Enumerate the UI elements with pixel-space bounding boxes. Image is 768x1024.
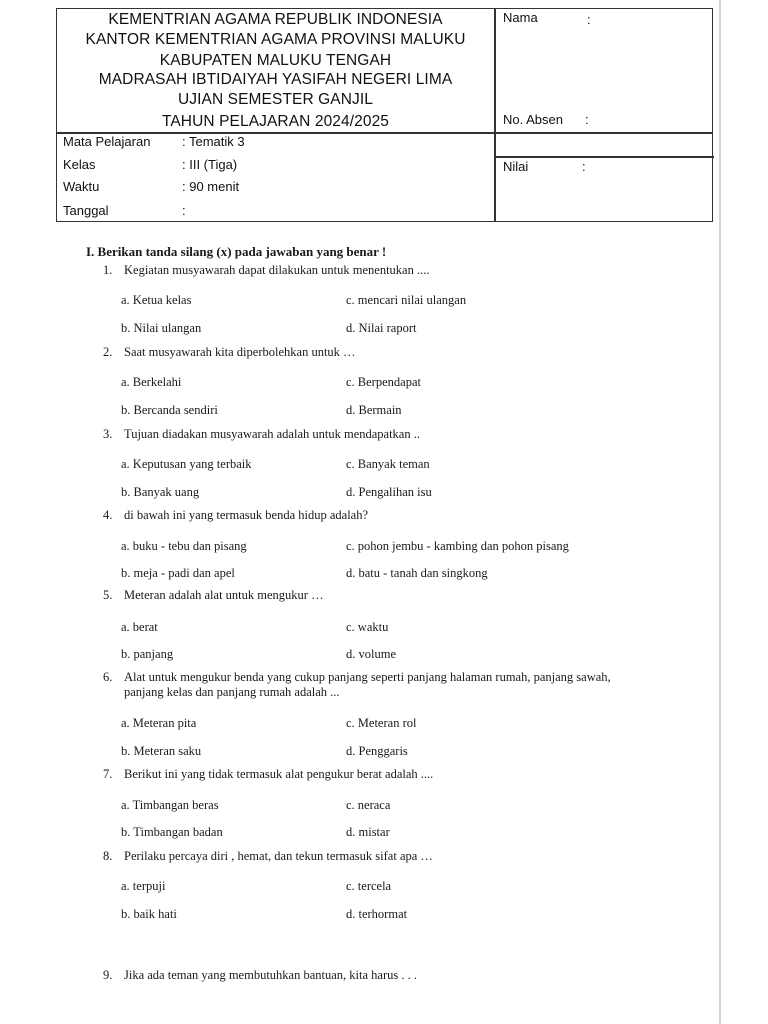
option-b[interactable]: b. Meteran saku bbox=[121, 744, 202, 758]
nama-label: Nama bbox=[503, 10, 538, 25]
question-number: 9. bbox=[103, 968, 113, 982]
field-value-mapel: : Tematik 3 bbox=[182, 134, 245, 149]
option-c[interactable]: c. neraca bbox=[346, 798, 391, 812]
exam-header-box bbox=[56, 8, 713, 222]
question-text: panjang kelas dan panjang rumah adalah ... bbox=[124, 685, 340, 699]
option-b[interactable]: b. meja - padi dan apel bbox=[121, 566, 235, 580]
option-b[interactable]: b. Banyak uang bbox=[121, 485, 200, 499]
section-instruction: I. Berikan tanda silang (x) pada jawaban yang benar ! bbox=[86, 244, 387, 259]
option-a[interactable]: a. berat bbox=[121, 620, 158, 634]
option-d[interactable]: d. Nilai raport bbox=[346, 321, 417, 335]
header-divider-vertical bbox=[494, 9, 496, 221]
question-text: Meteran adalah alat untuk mengukur … bbox=[124, 588, 324, 602]
option-b[interactable]: b. panjang bbox=[121, 647, 174, 661]
option-c[interactable]: c. pohon jembu - kambing dan pohon pisang bbox=[346, 539, 569, 553]
header-line-3: KABUPATEN MALUKU TENGAH bbox=[159, 52, 392, 69]
option-c[interactable]: c. Banyak teman bbox=[346, 457, 430, 471]
field-label-waktu: Waktu bbox=[63, 179, 100, 194]
question-number: 4. bbox=[103, 508, 113, 522]
question-text: Perilaku percaya diri , hemat, dan tekun termasuk sifat apa … bbox=[124, 849, 433, 863]
nama-colon: : bbox=[587, 12, 591, 27]
option-d[interactable]: d. Penggaris bbox=[346, 744, 408, 758]
option-c[interactable]: c. Berpendapat bbox=[346, 375, 421, 389]
option-c[interactable]: c. mencari nilai ulangan bbox=[346, 293, 467, 307]
header-divider-nilai bbox=[494, 156, 714, 158]
option-d[interactable]: d. mistar bbox=[346, 825, 390, 839]
header-divider-horizontal bbox=[57, 132, 712, 134]
option-d[interactable]: d. Bermain bbox=[346, 403, 402, 417]
nilai-colon: : bbox=[582, 159, 586, 174]
header-line-6: TAHUN PELAJARAN 2024/2025 bbox=[161, 113, 390, 130]
option-a[interactable]: a. Ketua kelas bbox=[121, 293, 192, 307]
option-c[interactable]: c. Meteran rol bbox=[346, 716, 417, 730]
question-number: 7. bbox=[103, 767, 113, 781]
question-text: Alat untuk mengukur benda yang cukup panjang seperti panjang halaman rumah, panjang sawah, bbox=[124, 670, 611, 684]
option-d[interactable]: d. Pengalihan isu bbox=[346, 485, 432, 499]
option-c[interactable]: c. waktu bbox=[346, 620, 389, 634]
header-line-5: UJIAN SEMESTER GANJIL bbox=[177, 91, 374, 108]
question-number: 6. bbox=[103, 670, 113, 684]
option-a[interactable]: a. terpuji bbox=[121, 879, 166, 893]
nilai-label: Nilai bbox=[503, 159, 529, 174]
question-number: 2. bbox=[103, 345, 113, 359]
header-line-2: KANTOR KEMENTRIAN AGAMA PROVINSI MALUKU bbox=[85, 31, 466, 48]
question-text: Tujuan diadakan musyawarah adalah untuk mendapatkan .. bbox=[124, 427, 420, 441]
option-b[interactable]: b. Nilai ulangan bbox=[121, 321, 202, 335]
question-text: Kegiatan musyawarah dapat dilakukan untuk menentukan .... bbox=[124, 263, 430, 277]
option-d[interactable]: d. batu - tanah dan singkong bbox=[346, 566, 488, 580]
option-a[interactable]: a. Berkelahi bbox=[121, 375, 182, 389]
question-number: 1. bbox=[103, 263, 113, 277]
question-number: 8. bbox=[103, 849, 113, 863]
field-value-waktu: : 90 menit bbox=[182, 179, 240, 194]
option-a[interactable]: a. Meteran pita bbox=[121, 716, 197, 730]
absen-label: No. Absen bbox=[503, 112, 563, 127]
field-value-tanggal: : bbox=[182, 203, 186, 218]
option-a[interactable]: a. buku - tebu dan pisang bbox=[121, 539, 247, 553]
header-line-4: MADRASAH IBTIDAIYAH YASIFAH NEGERI LIMA bbox=[98, 71, 453, 88]
question-text: Jika ada teman yang membutuhkan bantuan, kita harus . . . bbox=[124, 968, 417, 982]
field-label-tanggal: Tanggal bbox=[63, 203, 109, 218]
option-b[interactable]: b. Bercanda sendiri bbox=[121, 403, 218, 417]
option-b[interactable]: b. baik hati bbox=[121, 907, 177, 921]
question-text: di bawah ini yang termasuk benda hidup adalah? bbox=[124, 508, 369, 522]
option-a[interactable]: a. Keputusan yang terbaik bbox=[121, 457, 252, 471]
option-a[interactable]: a. Timbangan beras bbox=[121, 798, 219, 812]
absen-colon: : bbox=[585, 112, 589, 127]
option-d[interactable]: d. volume bbox=[346, 647, 396, 661]
header-line-1: KEMENTRIAN AGAMA REPUBLIK INDONESIA bbox=[108, 11, 443, 28]
field-value-kelas: : III (Tiga) bbox=[182, 157, 238, 172]
field-label-mapel: Mata Pelajaran bbox=[63, 134, 151, 149]
page-edge-line bbox=[719, 0, 721, 1024]
question-number: 3. bbox=[103, 427, 113, 441]
option-d[interactable]: d. terhormat bbox=[346, 907, 408, 921]
question-number: 5. bbox=[103, 588, 113, 602]
field-label-kelas: Kelas bbox=[63, 157, 96, 172]
option-c[interactable]: c. tercela bbox=[346, 879, 392, 893]
option-b[interactable]: b. Timbangan badan bbox=[121, 825, 223, 839]
question-text: Berikut ini yang tidak termasuk alat pengukur berat adalah .... bbox=[124, 767, 434, 781]
question-text: Saat musyawarah kita diperbolehkan untuk … bbox=[124, 345, 356, 359]
